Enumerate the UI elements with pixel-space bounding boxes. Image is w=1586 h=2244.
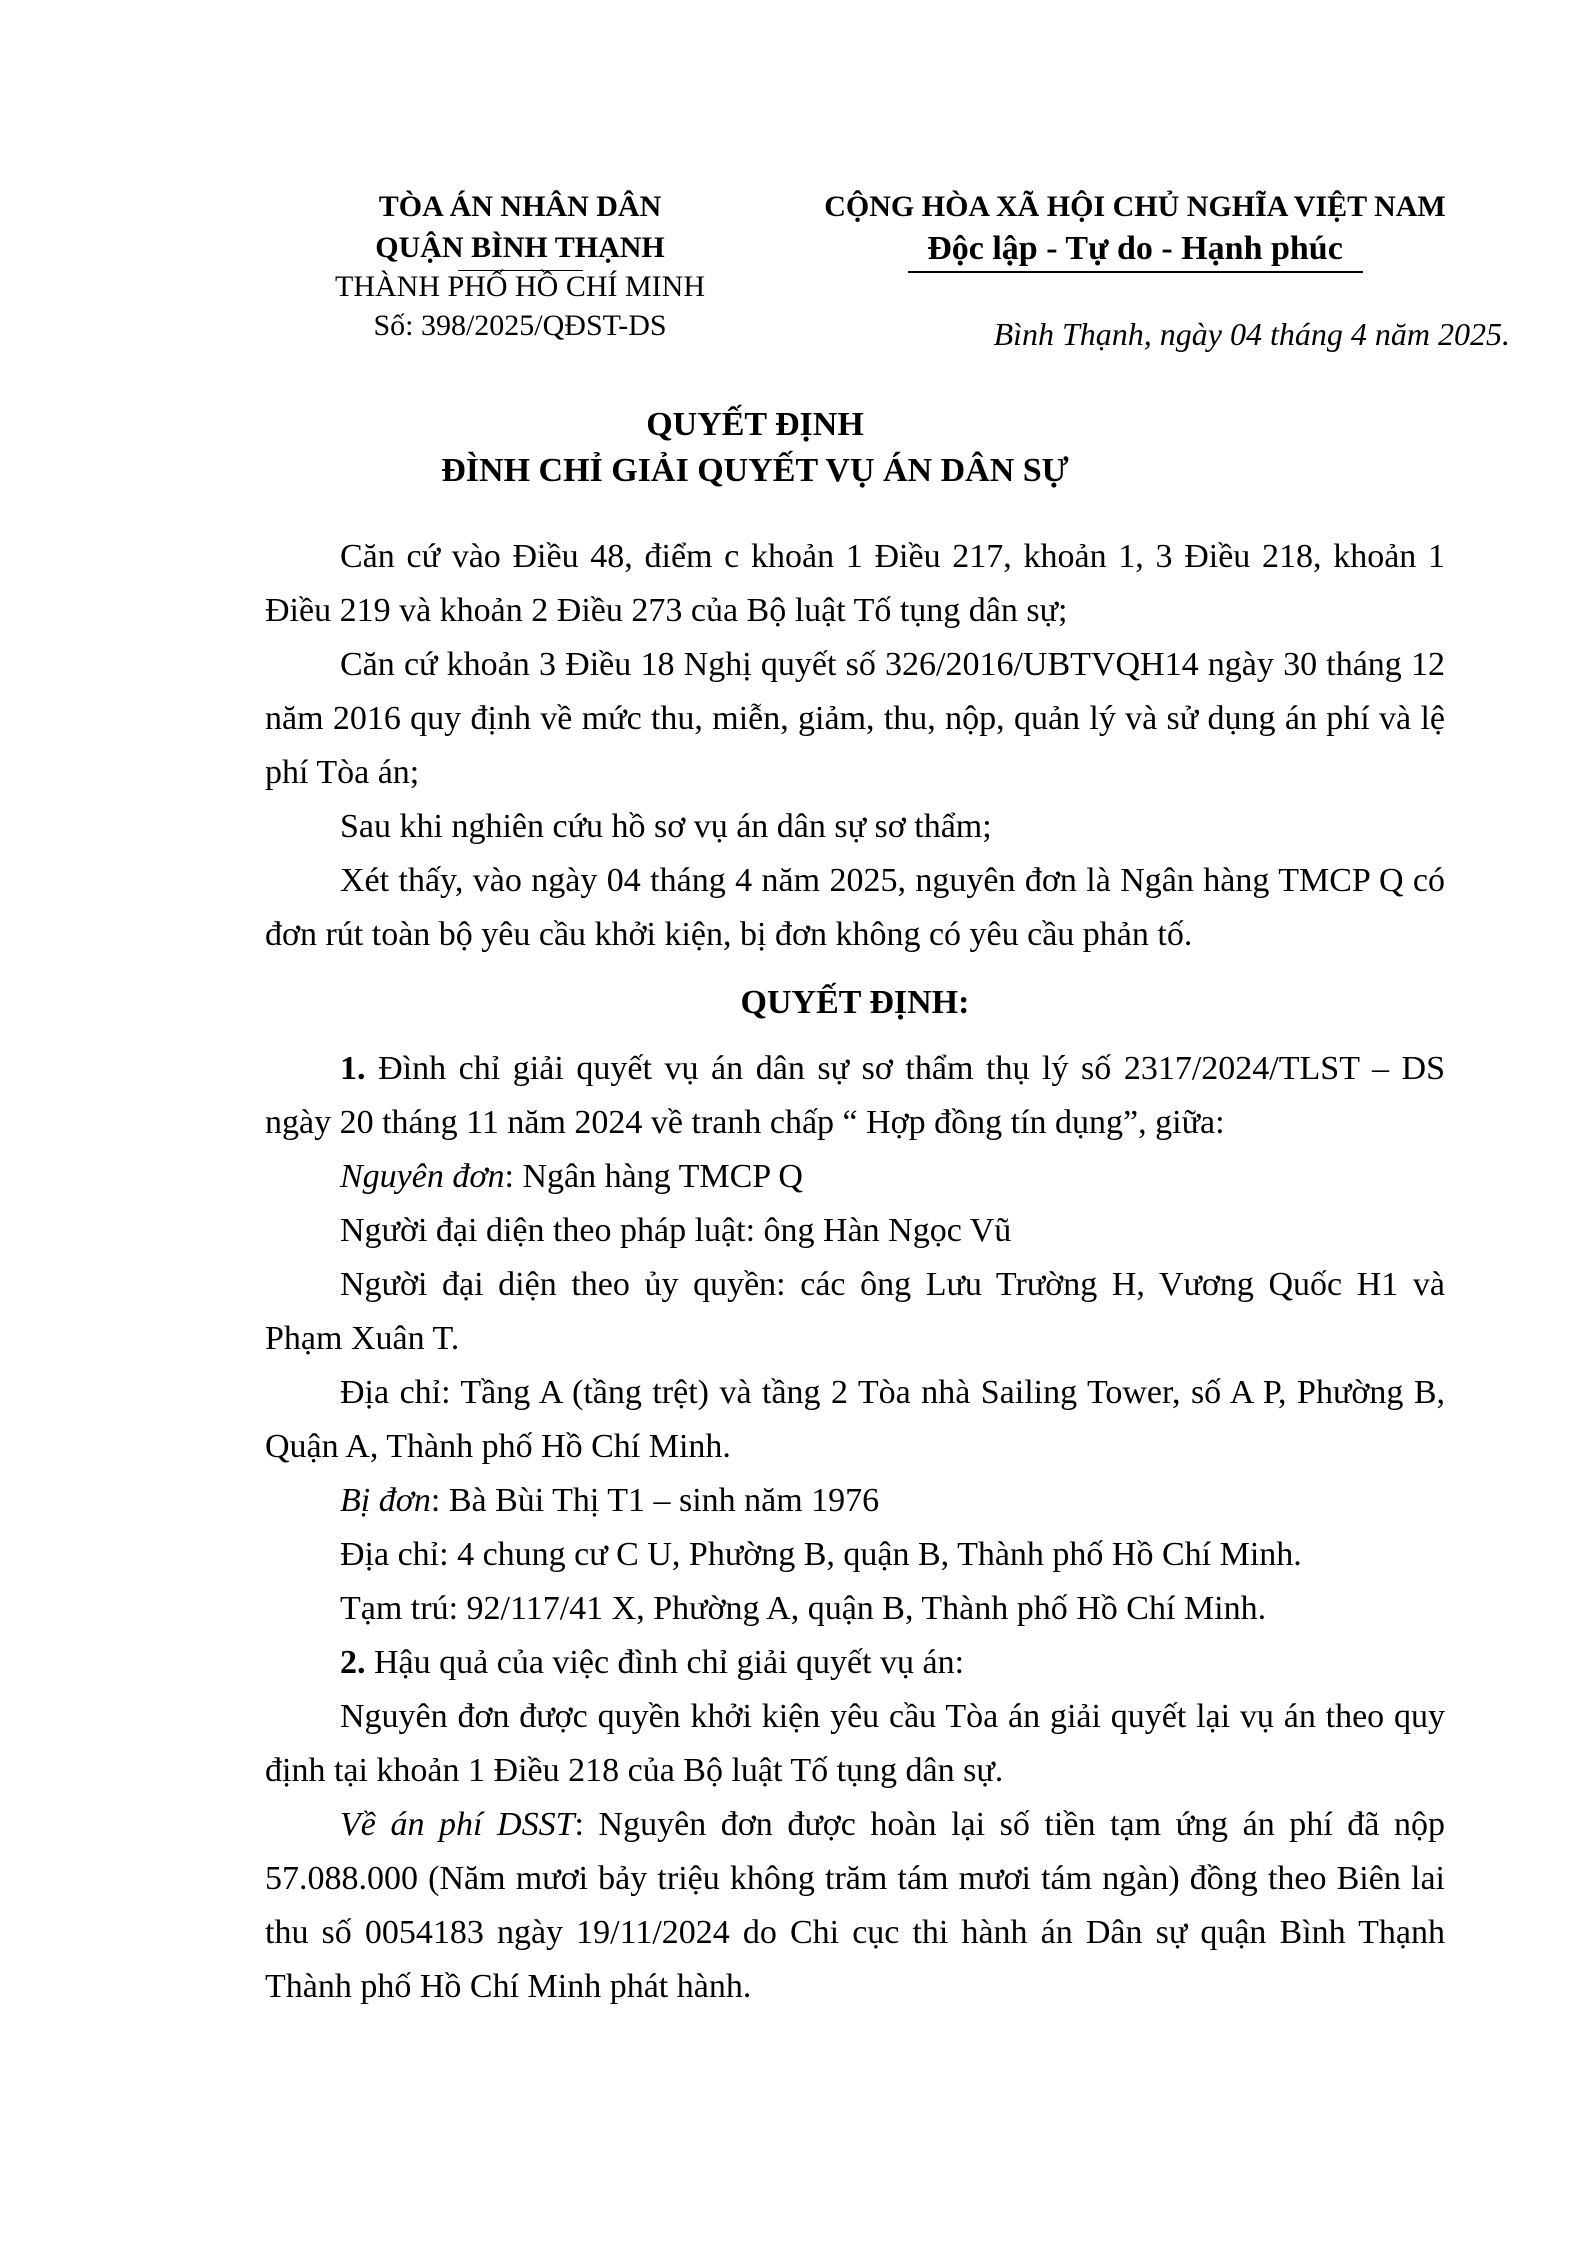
nation-name: CỘNG HÒA XÃ HỘI CHỦ NGHĨA VIỆT NAM [824, 190, 1446, 223]
place-date-line: Bình Thạnh, ngày 04 tháng 4 năm 2025. [993, 316, 1510, 352]
item1-text: Đình chỉ giải quyết vụ án dân sự sơ thẩm thụ lý số 2317/2024/TLST – DS ngày 20 tháng 11 năm 2024 về tranh chấp “ Hợp đồng tín dụng”, giữa: [265, 1050, 1445, 1141]
preamble-review: Sau khi nghiên cứu hồ sơ vụ án dân sự sơ thẩm; [340, 808, 992, 845]
court-fee-label: Về án phí DSST [340, 1806, 575, 1843]
preamble-legal-basis: Căn cứ vào Điều 48, điểm c khoản 1 Điều 217, khoản 1, 3 Điều 218, khoản 1 Điều 219 và khoản 2 Điều 273 của Bộ luật Tố tụng dân sự; [265, 538, 1445, 629]
defendant-address: Địa chỉ: 4 chung cư C U, Phường B, quận B, Thành phố Hồ Chí Minh. [340, 1536, 1302, 1573]
decision-number: Số: 398/2025/QĐST-DS [373, 309, 667, 342]
court-fee-paragraph [265, 1798, 1445, 2014]
motto-underline [908, 271, 1363, 273]
preamble-finding: Xét thấy, vào ngày 04 tháng 4 năm 2025, nguyên đơn là Ngân hàng TMCP Q có đơn rút toàn bộ yêu cầu khởi kiện, bị đơn không có yêu cầu phản tố. [265, 862, 1445, 953]
title-line2: ĐÌNH CHỈ GIẢI QUYẾT VỤ ÁN DÂN SỰ [441, 452, 1069, 489]
item1-paragraph [265, 1042, 1445, 1150]
decision-heading: QUYẾT ĐỊNH: [740, 984, 970, 1021]
item1-number: 1. [340, 1050, 366, 1087]
item2-text: Hậu quả của việc đình chỉ giải quyết vụ án: [365, 1644, 965, 1681]
defendant-line [265, 1474, 1445, 1528]
legal-representative: Người đại diện theo pháp luật: ông Hàn Ngọc Vũ [340, 1212, 1012, 1249]
defendant-label: Bị đơn [340, 1482, 431, 1519]
court-fee-text: : Nguyên đơn được hoàn lại số tiền tạm ứng án phí đã nộp 57.088.000 (Năm mươi bảy triệu không trăm tám mươi tám ngàn) đồng theo Biên lai thu số 0054183 ngày 19/11/2024 do Chi cục thi hành án Dân sự quận Bình Thạnh Thành phố Hồ Chí Minh phát hành. [265, 1806, 1445, 2005]
plaintiff-value: : Ngân hàng TMCP Q [504, 1158, 803, 1195]
court-city: THÀNH PHỐ HỒ CHÍ MINH [335, 270, 705, 303]
defendant-value: : Bà Bùi Thị T1 – sinh năm 1976 [430, 1482, 880, 1519]
plaintiff-line [265, 1150, 1445, 1204]
document-title [200, 402, 1310, 494]
authorized-representative: Người đại diện theo ủy quyền: các ông Lưu Trường H, Vương Quốc H1 và Phạm Xuân T. [265, 1266, 1445, 1357]
item2-consequence: Nguyên đơn được quyền khởi kiện yêu cầu Tòa án giải quyết lại vụ án theo quy định tại khoản 1 Điều 218 của Bộ luật Tố tụng dân sự. [265, 1698, 1445, 1789]
national-motto: Độc lập - Tự do - Hạnh phúc [927, 230, 1343, 267]
item2-number: 2. [340, 1644, 366, 1681]
preamble-resolution-basis: Căn cứ khoản 3 Điều 18 Nghị quyết số 326/2016/UBTVQH14 ngày 30 tháng 12 năm 2016 quy định về mức thu, miễn, giảm, thu, nộp, quản lý và sử dụng án phí và lệ phí Tòa án; [265, 646, 1445, 791]
defendant-temporary-residence: Tạm trú: 92/117/41 X, Phường A, quận B, Thành phố Hồ Chí Minh. [340, 1590, 1267, 1627]
national-header [770, 186, 1500, 273]
court-header [300, 186, 740, 346]
item2-paragraph [265, 1636, 1445, 1690]
court-name-line2: QUẬN BÌNH THẠNH [375, 231, 665, 264]
title-line1: QUYẾT ĐỊNH [646, 406, 864, 443]
plaintiff-label: Nguyên đơn [340, 1158, 505, 1195]
plaintiff-address: Địa chỉ: Tầng A (tầng trệt) và tầng 2 Tòa nhà Sailing Tower, số A P, Phường B, Quận A, Thành phố Hồ Chí Minh. [265, 1374, 1445, 1465]
document-body [265, 530, 1445, 2014]
court-name-line1: TÒA ÁN NHÂN DÂN [378, 190, 662, 223]
